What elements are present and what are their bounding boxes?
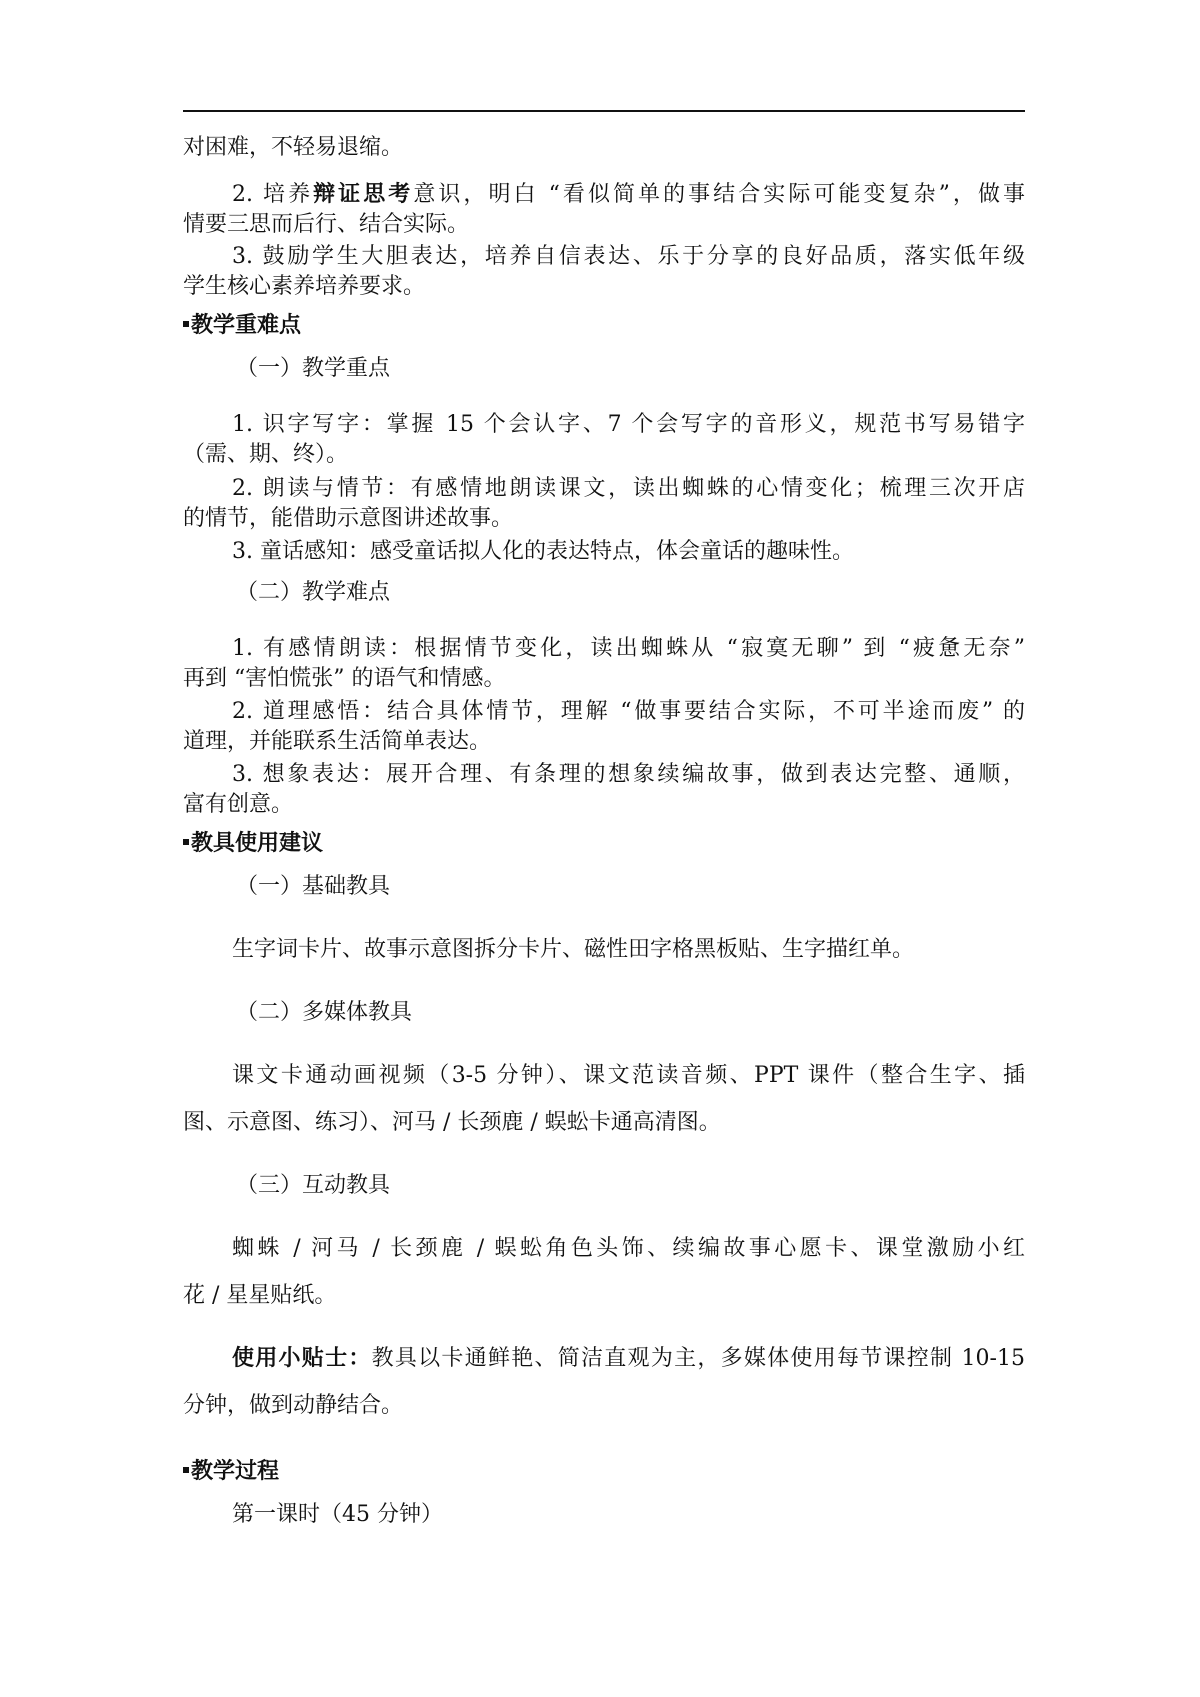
paragraph-line: 3. 童话感知：感受童话拟人化的表达特点，体会童话的趣味性。 <box>232 539 854 564</box>
bullet-square-icon <box>183 839 189 845</box>
paragraph-line: 道理，并能联系生活简单表达。 <box>183 729 492 754</box>
paragraph-line: 的情节，能借助示意图讲述故事。 <box>183 506 514 531</box>
lesson-period: 第一课时（45 分钟） <box>232 1502 443 1527</box>
paragraph-line: 生字词卡片、故事示意图拆分卡片、磁性田字格黑板贴、生字描红单。 <box>232 937 915 962</box>
paragraph-line: 花 / 星星贴纸。 <box>183 1283 337 1308</box>
paragraph-line: 图、示意图、练习）、河马 / 长颈鹿 / 蜈蚣卡通高清图。 <box>183 1110 721 1135</box>
section-heading: 教学过程 <box>183 1457 1025 1487</box>
paragraph-line: 3. 鼓励学生大胆表达，培养自信表达、乐于分享的良好品质，落实低年级 <box>232 244 1025 269</box>
bullet-square-icon <box>183 1467 189 1473</box>
paragraph-line: 情要三思而后行、结合实际。 <box>183 212 470 237</box>
paragraph-line: 1. 有感情朗读：根据情节变化，读出蜘蛛从 “寂寞无聊” 到 “疲惫无奈” <box>232 636 1025 661</box>
section-heading: 教具使用建议 <box>183 829 1025 859</box>
bold-term: 辩证思考 <box>313 182 414 207</box>
paragraph-line: （需、期、终）。 <box>183 442 349 467</box>
paragraph-line: 再到 “害怕慌张” 的语气和情感。 <box>183 666 506 691</box>
paragraph-line: 课文卡通动画视频（3-5 分钟）、课文范读音频、PPT 课件（整合生字、插 <box>232 1063 1025 1088</box>
subsection-heading: （一）基础教具 <box>236 874 391 899</box>
paragraph-line: 富有创意。 <box>183 792 294 817</box>
paragraph-line: 2. 道理感悟：结合具体情节，理解 “做事要结合实际，不可半途而废” 的 <box>232 699 1025 724</box>
paragraph-line: 对困难，不轻易退缩。 <box>183 135 404 160</box>
header-rule <box>183 110 1025 112</box>
paragraph-line: 3. 想象表达：展开合理、有条理的想象续编故事，做到表达完整、通顺， <box>232 762 1025 787</box>
paragraph-line: 2. 培养辩证思考意识，明白 “看似简单的事结合实际可能变复杂”，做事 <box>232 182 1025 207</box>
subsection-heading: （三）互动教具 <box>236 1173 391 1198</box>
paragraph-line: 1. 识字写字：掌握 15 个会认字、7 个会写字的音形义，规范书写易错字 <box>232 412 1025 437</box>
paragraph-line: 蜘蛛 / 河马 / 长颈鹿 / 蜈蚣角色头饰、续编故事心愿卡、课堂激励小红 <box>232 1236 1025 1261</box>
paragraph-line: 2. 朗读与情节：有感情地朗读课文，读出蜘蛛的心情变化；梳理三次开店 <box>232 476 1025 501</box>
paragraph-line: 分钟，做到动静结合。 <box>183 1393 404 1418</box>
subsection-heading: （二）教学难点 <box>236 580 391 605</box>
subsection-heading: （二）多媒体教具 <box>236 1000 413 1025</box>
tip-line: 使用小贴士：教具以卡通鲜艳、简洁直观为主，多媒体使用每节课控制 10-15 <box>232 1346 1025 1371</box>
paragraph-line: 学生核心素养培养要求。 <box>183 274 426 299</box>
tip-label: 使用小贴士： <box>232 1346 372 1371</box>
section-heading: 教学重难点 <box>183 311 1025 341</box>
subsection-heading: （一）教学重点 <box>236 356 391 381</box>
bullet-square-icon <box>183 321 189 327</box>
